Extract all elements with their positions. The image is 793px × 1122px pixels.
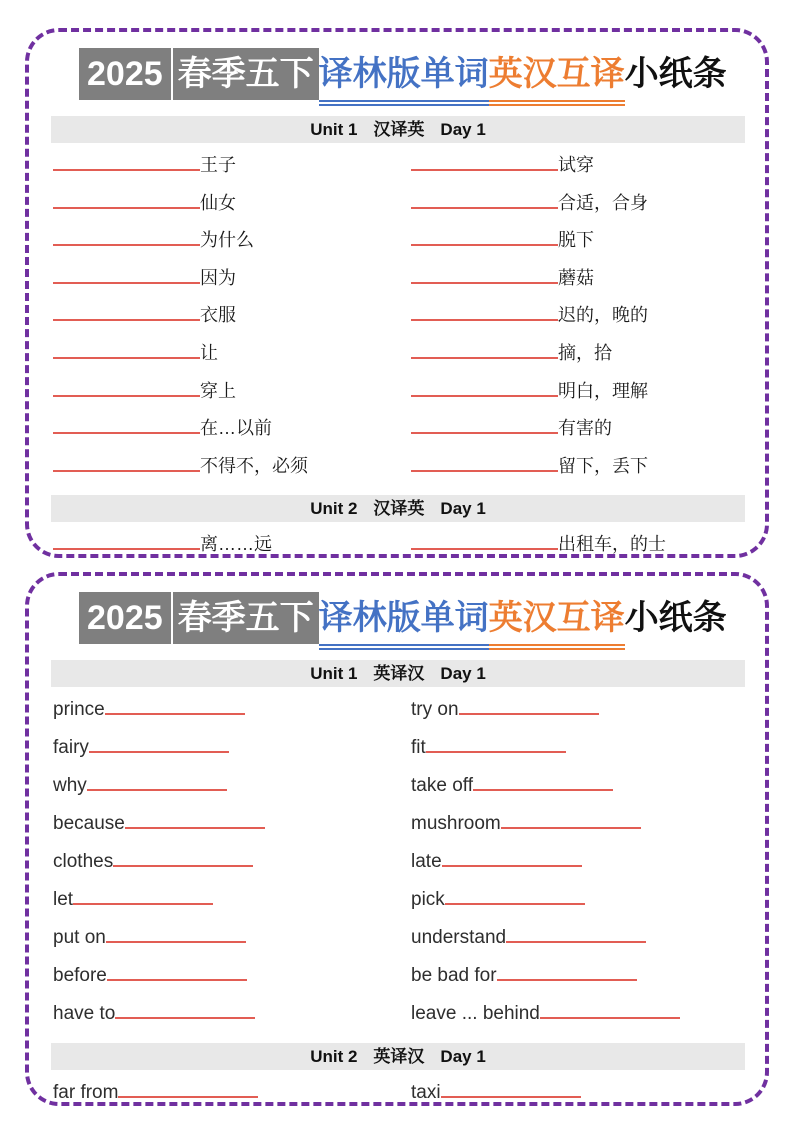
english-term: put on — [53, 927, 106, 948]
vocab-item — [53, 957, 411, 995]
vocab-item — [53, 1074, 411, 1112]
answer-blank — [106, 939, 246, 943]
english-term: why — [53, 775, 87, 796]
vocab-item — [411, 147, 745, 185]
answer-blank — [441, 1094, 581, 1098]
title-series: 译林版单词 — [319, 48, 489, 106]
vocab-item — [53, 881, 411, 919]
vocab-item — [53, 526, 411, 564]
chinese-term: 不得不，必须 — [200, 455, 308, 476]
answer-blank — [459, 711, 599, 715]
chinese-term: 有害的 — [558, 418, 612, 439]
vocab-item — [411, 448, 745, 486]
worksheet-title — [79, 48, 765, 106]
answer-blank — [445, 901, 585, 905]
english-term: fit — [411, 737, 426, 758]
chinese-term: 蘑菇 — [558, 267, 594, 288]
mode-label: 英译汉 — [373, 664, 425, 683]
vocab-item — [53, 185, 411, 223]
answer-blank — [411, 430, 558, 434]
mode-label: 汉译英 — [373, 499, 425, 519]
chinese-term: 出租车，的士 — [558, 534, 666, 555]
answer-blank — [118, 1094, 258, 1098]
answer-blank — [411, 167, 558, 171]
vocab-item — [53, 919, 411, 957]
mode-label: 英译汉 — [373, 1047, 425, 1066]
answer-blank — [87, 787, 227, 791]
english-term: fairy — [53, 737, 89, 758]
answer-blank — [426, 749, 566, 753]
mode-label: 汉译英 — [373, 120, 425, 139]
english-term: prince — [53, 699, 105, 720]
answer-blank — [53, 393, 200, 397]
vocab-item — [53, 147, 411, 185]
title-exchange: 英汉互译 — [489, 48, 625, 106]
chinese-term: 穿上 — [200, 380, 236, 401]
answer-blank — [73, 901, 213, 905]
answer-blank — [113, 863, 253, 867]
english-term: because — [53, 813, 125, 834]
vocab-item — [411, 805, 745, 843]
vocab-item — [411, 691, 745, 729]
vocab-item — [411, 919, 745, 957]
title-term-badge: 春季五下 — [173, 592, 319, 644]
day-label: Day 1 — [440, 1047, 486, 1066]
vocab-grid-u1-zh — [53, 147, 745, 485]
vocab-item — [53, 297, 411, 335]
answer-blank — [53, 167, 200, 171]
chinese-term: 合适，合身 — [558, 192, 648, 213]
vocab-item — [411, 373, 745, 411]
vocab-item — [411, 881, 745, 919]
english-term: taxi — [411, 1082, 441, 1103]
answer-blank — [53, 430, 200, 434]
answer-blank — [473, 787, 613, 791]
answer-blank — [442, 863, 582, 867]
answer-blank — [53, 468, 200, 472]
english-term: try on — [411, 699, 459, 720]
answer-blank — [107, 977, 247, 981]
vocab-grid-u2-zh — [53, 526, 745, 564]
chinese-term: 留下，丢下 — [558, 455, 648, 476]
answer-blank — [53, 546, 200, 550]
day-label: Day 1 — [440, 499, 486, 519]
vocab-item — [53, 373, 411, 411]
title-tail: 小纸条 — [624, 55, 727, 93]
chinese-term: 王子 — [200, 155, 236, 175]
english-term: mushroom — [411, 813, 501, 834]
answer-blank — [411, 280, 558, 284]
english-term: have to — [53, 1003, 116, 1024]
vocab-item — [411, 260, 745, 298]
answer-blank — [89, 749, 229, 753]
vocab-item — [411, 957, 745, 995]
answer-blank — [501, 825, 641, 829]
vocab-item — [53, 691, 411, 729]
answer-blank — [411, 205, 558, 209]
answer-blank — [125, 825, 265, 829]
answer-blank — [497, 977, 637, 981]
vocab-item — [53, 260, 411, 298]
chinese-term: 在…以前 — [200, 418, 272, 439]
english-term: let — [53, 889, 74, 910]
answer-blank — [105, 711, 245, 715]
unit-label: Unit 2 — [310, 499, 358, 519]
chinese-term: 让 — [200, 342, 218, 363]
title-term-badge: 春季五下 — [173, 48, 319, 100]
vocab-item — [411, 526, 745, 564]
vocab-item — [53, 335, 411, 373]
vocab-item — [53, 448, 411, 486]
unit-label: Unit 1 — [310, 120, 358, 139]
english-term: understand — [411, 927, 507, 948]
answer-blank — [411, 355, 558, 359]
vocab-item — [53, 843, 411, 881]
vocab-item — [411, 222, 745, 260]
chinese-term: 迟的，晚的 — [558, 305, 648, 326]
chinese-term: 明白，理解 — [558, 380, 648, 401]
unit-header-u2-zh — [51, 495, 745, 522]
english-term: be bad for — [411, 965, 497, 986]
day-label: Day 1 — [440, 664, 486, 683]
vocab-item — [411, 335, 745, 373]
english-term: pick — [411, 889, 445, 910]
worksheet-title — [79, 592, 765, 650]
title-year-badge: 2025 — [79, 48, 171, 100]
english-term: take off — [411, 775, 473, 796]
vocab-item — [53, 805, 411, 843]
vocab-item — [411, 767, 745, 805]
english-term: clothes — [53, 851, 114, 872]
vocab-item — [411, 185, 745, 223]
vocab-item — [53, 729, 411, 767]
unit-header-u1-zh — [51, 116, 745, 143]
chinese-term: 脱下 — [558, 230, 594, 251]
vocab-item — [411, 1074, 745, 1112]
vocab-item — [53, 222, 411, 260]
day-label: Day 1 — [440, 120, 486, 139]
chinese-term: 试穿 — [558, 155, 594, 175]
answer-blank — [115, 1015, 255, 1019]
title-year-badge: 2025 — [79, 592, 171, 644]
english-term: before — [53, 965, 107, 986]
answer-blank — [411, 317, 558, 321]
chinese-term: 为什么 — [200, 230, 254, 251]
worksheet-card-en-to-zh — [25, 572, 769, 1106]
vocab-item — [53, 767, 411, 805]
vocab-item — [53, 410, 411, 448]
chinese-term: 仙女 — [200, 192, 236, 213]
worksheet-card-zh-to-en — [25, 28, 769, 558]
vocab-item — [411, 297, 745, 335]
answer-blank — [411, 393, 558, 397]
title-exchange: 英汉互译 — [489, 592, 625, 650]
unit-header-u2-en — [51, 1043, 745, 1070]
vocab-item — [411, 995, 745, 1033]
unit-header-u1-en — [51, 660, 745, 687]
chinese-term: 摘，拾 — [558, 342, 612, 363]
answer-blank — [540, 1015, 680, 1019]
chinese-term: 衣服 — [200, 305, 236, 326]
answer-blank — [506, 939, 646, 943]
unit-label: Unit 1 — [310, 664, 358, 683]
vocab-grid-u2-en — [53, 1074, 745, 1112]
vocab-item — [411, 843, 745, 881]
answer-blank — [53, 280, 200, 284]
vocab-grid-u1-en — [53, 691, 745, 1033]
answer-blank — [53, 205, 200, 209]
title-series: 译林版单词 — [319, 592, 489, 650]
english-term: leave ... behind — [411, 1003, 540, 1024]
vocab-item — [411, 729, 745, 767]
english-term: far from — [53, 1082, 119, 1103]
chinese-term: 离……远 — [200, 534, 272, 555]
chinese-term: 因为 — [200, 267, 236, 288]
answer-blank — [53, 317, 200, 321]
unit-label: Unit 2 — [310, 1047, 358, 1066]
english-term: late — [411, 851, 442, 872]
answer-blank — [53, 355, 200, 359]
title-tail: 小纸条 — [624, 599, 727, 637]
answer-blank — [411, 468, 558, 472]
answer-blank — [411, 546, 558, 550]
vocab-item — [411, 410, 745, 448]
answer-blank — [411, 242, 558, 246]
answer-blank — [53, 242, 200, 246]
vocab-item — [53, 995, 411, 1033]
